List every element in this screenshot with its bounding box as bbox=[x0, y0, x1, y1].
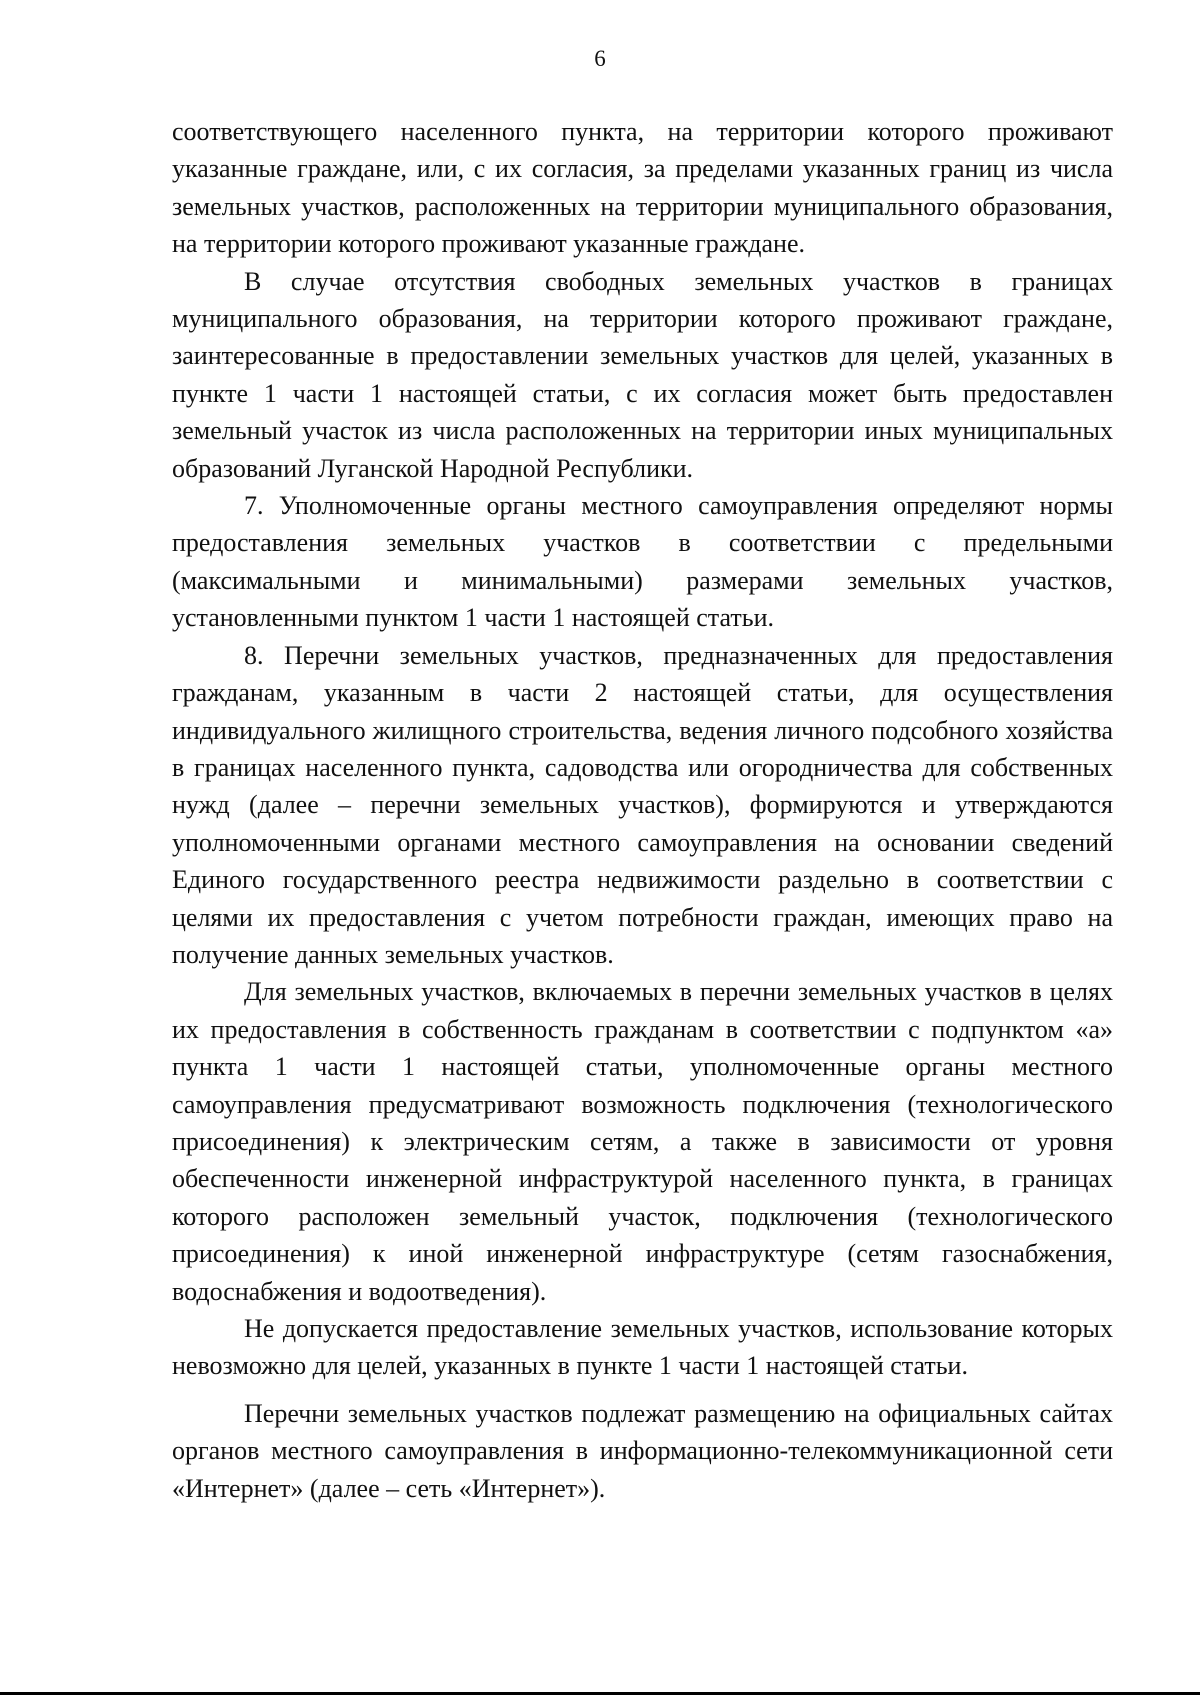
paragraph-internet-publication: Перечни земельных участков подлежат размещению на официальных сайтах органов местного самоуправления в информационно-телекоммуникационной сети «Интернет» (далее – сеть «Интернет»). bbox=[172, 1398, 1113, 1503]
paragraph-continuation: соответствующего населенного пункта, на территории которого проживают указанные граждане, или, с их согласия, за пределами указанных границ из числа земельных участков, расположенных на территории муниципального образования, на территории которого проживают указанные граждане. bbox=[172, 117, 1113, 259]
document-body bbox=[172, 113, 1113, 1507]
bottom-page-border bbox=[0, 1692, 1200, 1695]
paragraph-no-free-plots: В случае отсутствия свободных земельных участков в границах муниципального образования, на территории которого проживают граждане, заинтересованные в предоставлении земельных участков для целей, указанных в пункте 1 части 1 настоящей статьи, с их согласия может быть предоставлен земельный участок из числа расположенных на территории иных муниципальных образований Луганской Народной Республики. bbox=[172, 266, 1113, 483]
page-number: 6 bbox=[594, 46, 606, 71]
paragraph-not-allowed: Не допускается предоставление земельных участков, использование которых невозможно для целей, указанных в пункте 1 части 1 настоящей статьи. bbox=[172, 1314, 1113, 1381]
paragraph-item-8: 8. Перечни земельных участков, предназначенных для предоставления гражданам, указанным в части 2 настоящей статьи, для осуществления индивидуального жилищного строительства, ведения личного подсобного хозяйства в границах населенного пункта, садоводства или огородничества для собственных нужд (далее – перечни земельных участков), формируются и утверждаются уполномоченными органами местного самоуправления на основании сведений Единого государственного реестра недвижимости раздельно в соответствии с целями их предоставления с учетом потребности граждан, имеющих право на получение данных земельных участков. bbox=[172, 640, 1113, 969]
paragraph-infrastructure: Для земельных участков, включаемых в перечни земельных участков в целях их предоставления в собственность гражданам в соответствии с подпунктом «а» пункта 1 части 1 настоящей статьи, уполномоченные органы местного самоуправления предусматривают возможность подключения (технологического присоединения) к электрическим сетям, а также в зависимости от уровня обеспеченности инженерной инфраструктурой населенного пункта, в границах которого расположен земельный участок, подключения (технологического присоединения) к иной инженерной инфраструктуре (сетям газоснабжения, водоснабжения и водоотведения). bbox=[172, 977, 1113, 1306]
paragraph-item-7: 7. Уполномоченные органы местного самоуправления определяют нормы предоставления земельных участков в соответствии с предельными (максимальными и минимальными) размерами земельных участков, установленными пунктом 1 части 1 настоящей статьи. bbox=[172, 491, 1113, 633]
